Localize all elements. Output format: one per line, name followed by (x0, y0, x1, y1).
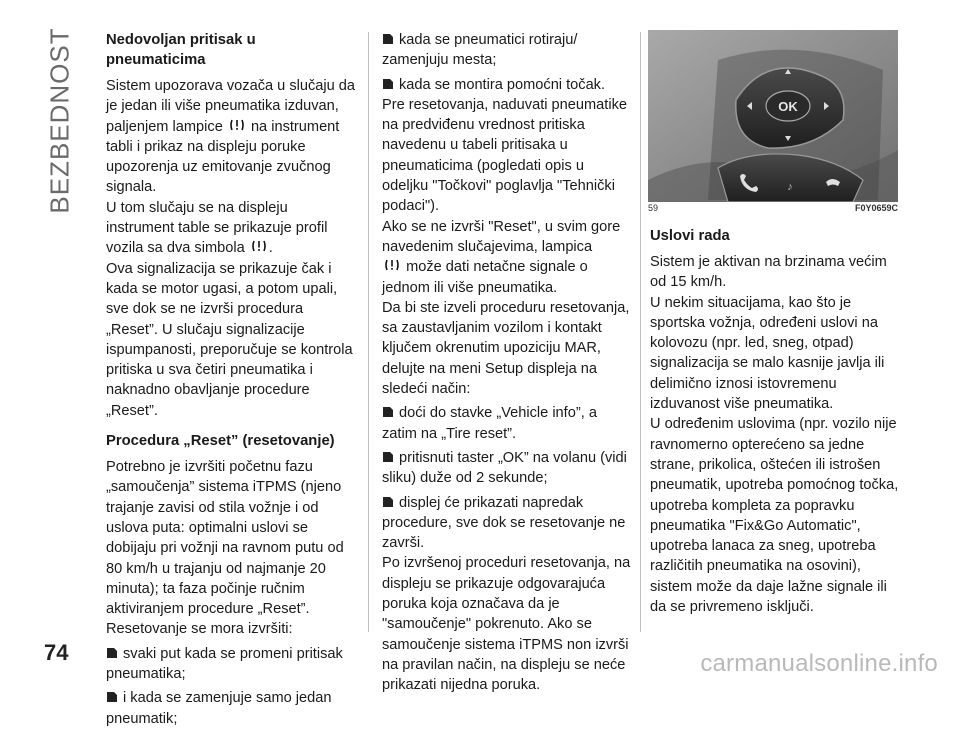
section-heading-underinflation: Nedovoljan pritisak u pneumaticima (106, 32, 256, 68)
figure-number: 59 (648, 203, 659, 213)
section-heading-conditions: Uslovi rada (650, 228, 730, 244)
column-divider (640, 32, 641, 632)
list-item: displej će prikazati napredak procedure, sve dok se resetovanje ne završi. (382, 494, 626, 552)
paragraph: Po izvršenoj proceduri resetovanja, na displeju se prikazuje odgovarajuća poruka koja označava da je "samoučenje" pokrenuto. Ako se samoučenje sistema iTPMS non izvrši na pravilan način, na displeju se neće prikazati nijedna poruka. (382, 555, 631, 694)
list-item: kada se montira pomoćni točak. (382, 75, 634, 95)
steering-wheel-controls-image (648, 30, 898, 202)
column-divider (368, 32, 369, 632)
bullet-icon (382, 33, 394, 45)
page-number: 74 (44, 640, 69, 665)
bullet-icon (106, 647, 118, 659)
paragraph: U nekim situacijama, kao što je sportska vožnja, određeni uslovi na kolovozu (npr. led, sneg, otpad) signalizacija se malo kasnije javlja ili delimično iznosi istovremenu izduvanost više pneumatika. (650, 294, 885, 413)
column-2 (382, 30, 634, 696)
paragraph: U tom slučaju se na displeju instrument table se prikazuje profil vozila sa dva simbola . (106, 199, 328, 257)
paragraph: U određenim uslovima (npr. vozilo nije ravnomerno opterećeno sa jedne strane, prikolica, oštećen ili istrošen pneumatik, upotreba pomoćnog točka, upotreba kompleta za popravku pneumatika "Fix&Go Automatic", upotreba lanaca za sneg, upotreba različitih pneumatika na osovini), sistem može da daje lažne signale ili da se privremeno isključi. (650, 416, 899, 616)
list-item: pritisnuti taster „OK” na volanu (vidi sliku) duže od 2 sekunde; (382, 449, 627, 487)
paragraph: Sistem upozorava vozača u slučaju da je jedan ili više pneumatika izduvan, paljenjem lampice na instrument tabli i prikaz na displeju poruke upozorenja uz emitovanje zvučnog signala. (106, 78, 356, 196)
tire-warning-icon (251, 238, 267, 254)
paragraph: Da bi ste izveli proceduru resetovanja, sa zaustavljanim vozilom i kontakt ključem okrenutim upoziciju MAR, delujte na meni Setup displeja na sledeći način: (382, 299, 630, 398)
chapter-title: BEZBEDNOST (44, 26, 75, 214)
figure-caption (648, 203, 898, 213)
column-3 (650, 226, 902, 617)
paragraph: Ako se ne izvrši "Reset", u svim gore navedenim slučajevima, lampica može dati netačne signale o jednom ili više pneumatika. (382, 218, 621, 296)
bullet-icon (382, 451, 394, 463)
chapter-tab (40, 26, 80, 214)
voice-icon: ♪ (787, 181, 793, 193)
paragraph: Pre resetovanja, naduvati pneumatike na predviđenu vrednost pritiska navedenu u tabeli pritisaka u pneumaticima (pogledati opis u odeljku "Točkovi" poglavlja "Tehnički podaci"). (382, 96, 628, 215)
list-item: i kada se zamenjuje samo jedan pneumatik; (106, 690, 332, 727)
list-item: doći do stavke „Vehicle info”, a zatim na „Tire reset”. (382, 405, 597, 442)
tire-warning-icon (384, 257, 400, 273)
list-item: kada se pneumatici rotiraju/ zamenjuju mesta; (382, 32, 578, 69)
steering-wheel-illustration (648, 30, 898, 202)
figure-code: F0Y0659C (854, 203, 898, 213)
list-item: svaki put kada se promeni pritisak pneumatika; (106, 645, 343, 683)
bullet-icon (382, 78, 394, 90)
paragraph: Potrebno je izvršiti početnu fazu „samoučenja” sistema iTPMS (njeno trajanje zavisi od stila vožnje i od uslova puta: optimalni uslovi se dobijaju pri vožnji na ravnom putu od 80 km/h u trajanju od najmanje 20 minuta); ta faza počinje ručnim aktiviranjem procedure „Reset”. (106, 459, 344, 618)
paragraph: Sistem je aktivan na brzinama većim od 15 km/h. (650, 254, 887, 291)
section-heading-reset: Procedura „Reset” (resetovanje) (106, 433, 335, 450)
watermark: carmanualsonline.info (700, 650, 938, 677)
bullet-icon (382, 406, 394, 418)
paragraph: Ova signalizacija se prikazuje čak i kada se motor ugasi, a potom upali, sve dok se ne izvrši procedura „Reset”. U slučaju signalizacije ispumpanosti, preporučuje se kontrola pritiska u sva četiri pneumatika i naknadno obavljanje procedure „Reset”. (106, 260, 353, 419)
tire-warning-icon (229, 117, 245, 133)
column-1 (106, 30, 358, 729)
bullet-icon (382, 496, 394, 508)
paragraph: Resetovanje se mora izvršiti: (106, 621, 293, 638)
bullet-icon (106, 691, 118, 703)
ok-button-label: OK (778, 99, 798, 114)
